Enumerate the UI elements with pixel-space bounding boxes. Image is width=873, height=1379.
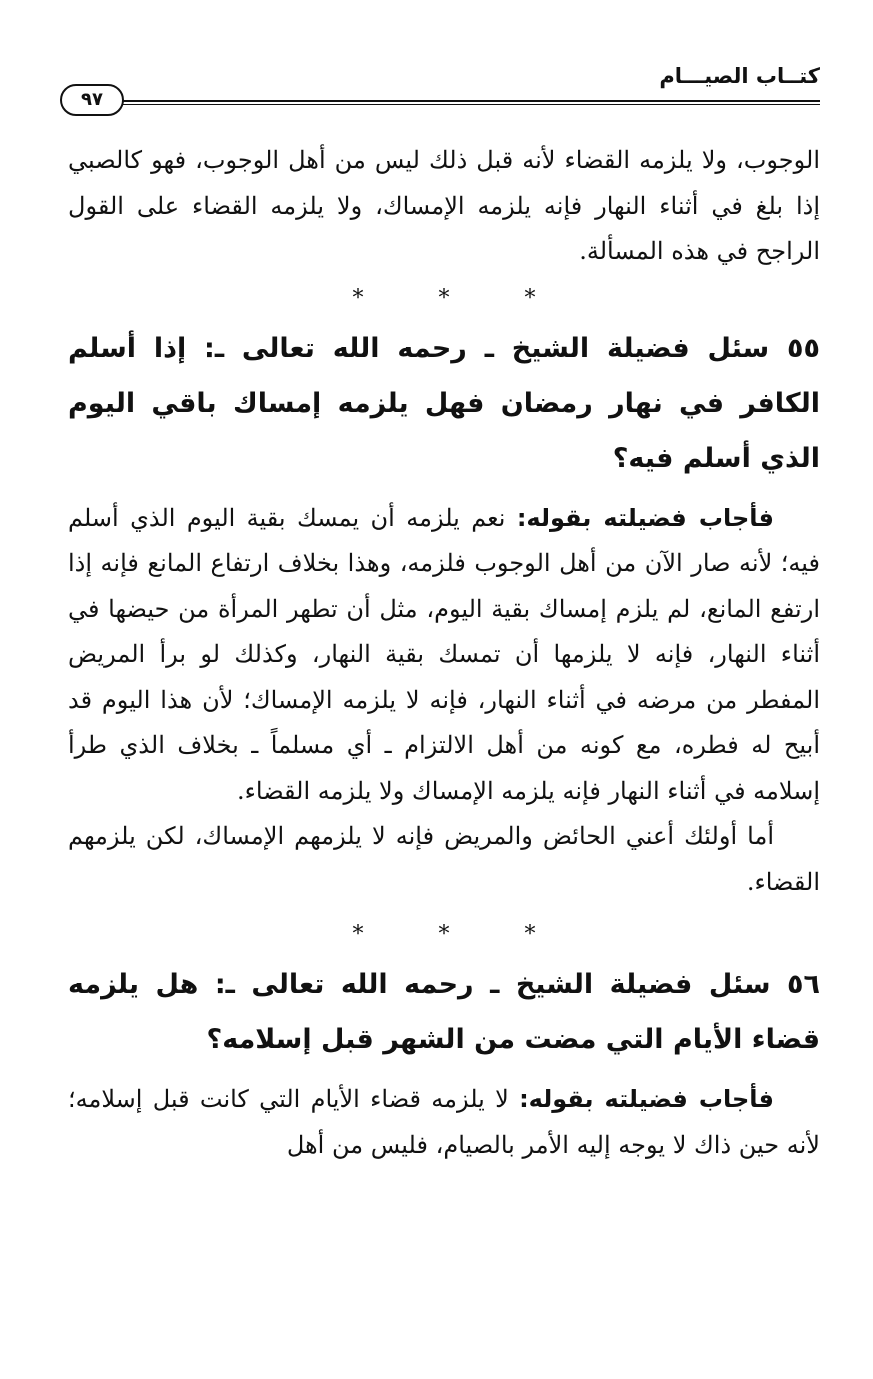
page-header: [60, 62, 820, 122]
section-separator: * * *: [352, 285, 570, 311]
question-56: ٥٦ سئل فضيلة الشيخ ـ رحمه الله تعالى ـ: هل يلزمه قضاء الأيام التي مضت من الشهر قبل إسلامه؟: [68, 969, 820, 1055]
answer-55-continuation: أما أولئك أعني الحائض والمريض فإنه لا يلزمهم الإمساك، لكن يلزمهم القضاء.: [68, 822, 820, 896]
answer-55-text: نعم يلزمه أن يمسك بقية اليوم الذي أسلم فيه؛ لأنه صار الآن من أهل الوجوب فلزمه، وهذا بخلاف ارتفاع المانع فإنه إذا ارتفع المانع، لم يلزم إمساك بقية اليوم، مثل أن تطهر المرأة من حيضها في أثناء النهار، فإنه لا يلزمها أن تمسك بقية النهار، وكذلك لو برأ المريض المفطر من مرضه في أثناء النهار، فإنه لا يلزمه الإمساك؛ لأن هذا اليوم قد أبيح له فطره، مع كونه من أهل الالتزام ـ أي مسلماً ـ بخلاف الذي طرأ إسلامه في أثناء النهار فإنه يلزمه الإمساك ولا يلزمه القضاء.: [68, 503, 820, 805]
answer-lead: فأجاب فضيلته بقوله:: [516, 503, 774, 532]
answer-56: [68, 1077, 820, 1168]
answer-56-text: لا يلزمه قضاء الأيام التي كانت قبل إسلامه؛ لأنه حين ذاك لا يوجه إليه الأمر بالصيام، فليس من أهل: [68, 1085, 820, 1159]
page-body: [68, 138, 820, 1168]
book-title: كتــاب الصيـــام: [659, 64, 820, 88]
answer-lead: فأجاب فضيلته بقوله:: [519, 1085, 775, 1113]
question-55: ٥٥ سئل فضيلة الشيخ ـ رحمه الله تعالى ـ: إذا أسلم الكافر في نهار رمضان فهل يلزمه إمساك باقي اليوم الذي أسلم فيه؟: [68, 332, 820, 474]
page-number: ٩٧: [60, 84, 124, 116]
section-separator: * * *: [352, 922, 570, 947]
header-rule: [120, 100, 820, 105]
answer-55: [68, 496, 820, 815]
intro-paragraph: الوجوب، ولا يلزمه القضاء لأنه قبل ذلك ليس من أهل الوجوب، فهو كالصبي إذا بلغ في أثناء النهار فإنه يلزمه الإمساك، ولا يلزمه القضاء على القول الراجح في هذه المسألة.: [68, 146, 820, 265]
